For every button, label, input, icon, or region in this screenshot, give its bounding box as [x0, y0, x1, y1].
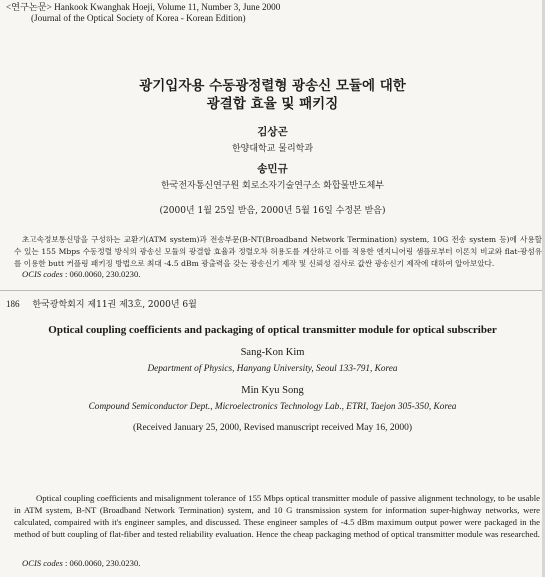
korean-author-2: 송민규: [257, 163, 288, 175]
korean-title: [0, 77, 545, 113]
korean-received-date: (2000년 1월 25일 받음, 2000년 5월 16일 수정본 받음): [159, 206, 386, 216]
english-affiliation-1: Department of Physics, Hanyang University, Seoul 133-791, Korea: [147, 364, 398, 374]
korean-ocis-value: : 060.0060, 230.0230.: [62, 269, 141, 279]
english-author-1: Sang-Kon Kim: [240, 347, 305, 358]
korean-abstract: 초고속정보통신망을 구성하는 교환기(ATM system)과 전송부문(B-NT(Broadband Network Termination) system, 10G 전송 system 등)에 사용할 수 있는 155 Mbps 수동정렬 방식의 광송신 모듈의 광결합 효율과 정렬오차 허용도를 계산하고 이를 적용한 엔지니어링 샘플로부터 이론치 비교와 flat-광섬유를 이용한 butt 커플링 패키징 방법으로 최대 -4.5 dBm 광출력을 갖는 광송신기 제작 및 신뢰성 검사로 값싼 광송신기 제작에 대하여 알아보았다.: [14, 235, 542, 268]
korean-ocis-label: OCIS codes: [22, 269, 63, 279]
korean-affiliation-1: 한양대학교 물리학과: [231, 144, 314, 154]
running-title: 한국광학회지 제11권 제3호, 2000년 6월: [32, 300, 197, 310]
english-abstract: Optical coupling coefficients and misalignment tolerance of 155 Mbps optical transmitter module of passive alignment technology, to be usable in ATM system, B-NT (Broadband Network Termination) system, and 10 G transmission system for information super-highway networks, were calculated, compaired with it's engineer samples, and discussed. These engineer samples of -4.5 dBm maximum output power were packaged in the method of butt coupling of flat-fiber and tested reliability evaluation. Hence the cheap packaging method of optical transmitter module was researched.: [14, 493, 540, 539]
korean-author-1: 김상곤: [257, 126, 288, 138]
english-ocis: [22, 558, 140, 568]
english-ocis-value: : 060.0060, 230.0230.: [62, 558, 141, 568]
page-number: 186: [6, 299, 20, 309]
article-type-tag: <연구논문>: [6, 2, 52, 12]
journal-edition: (Journal of the Optical Society of Korea - Korean Edition): [31, 13, 246, 23]
korean-affiliation-2: 한국전자통신연구원 회로소자기술연구소 화합물반도체부: [160, 181, 385, 191]
english-title: Optical coupling coefficients and packaging of optical transmitter module for optical subscriber: [48, 324, 497, 336]
english-affiliation-2: Compound Semiconductor Dept., Microelectronics Technology Lab., ETRI, Taejon 305-350, Korea: [88, 402, 457, 412]
running-header: [6, 297, 197, 310]
english-received-date: (Received January 25, 2000, Revised manuscript received May 16, 2000): [132, 423, 413, 433]
journal-citation: Hankook Kwanghak Hoeji, Volume 11, Number 3, June 2000: [54, 2, 281, 12]
korean-title-line1: 광기입자용 수동광정렬형 광송신 모듈에 대한: [139, 78, 406, 94]
english-author-2: Min Kyu Song: [241, 385, 304, 396]
english-ocis-label: OCIS codes: [22, 558, 63, 568]
journal-header: [6, 2, 280, 24]
section-divider: [0, 290, 545, 291]
korean-ocis: [22, 269, 140, 279]
korean-title-line2: 광결합 효율 및 패키징: [206, 96, 339, 112]
